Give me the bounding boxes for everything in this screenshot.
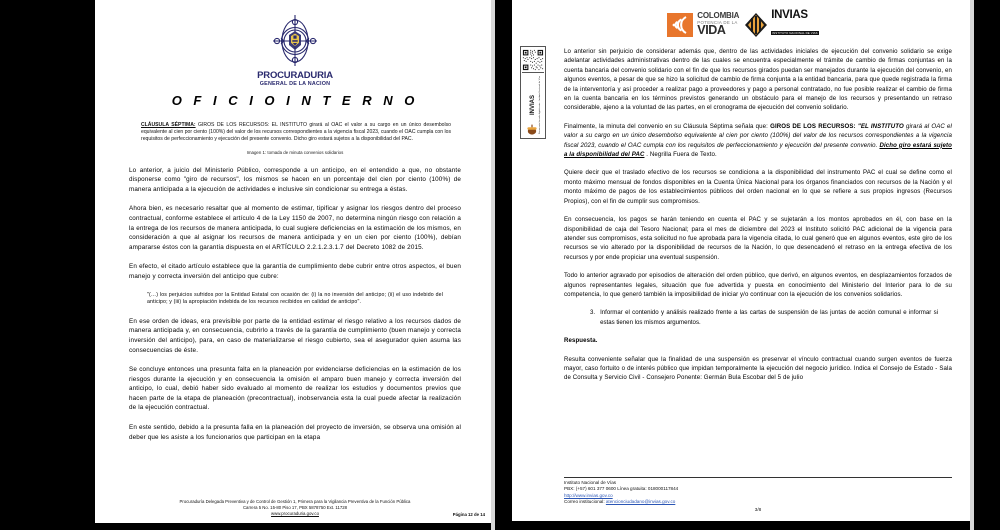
digital-signature-stamp bbox=[520, 46, 546, 139]
invias-logo bbox=[745, 10, 819, 39]
colombia-logo-line-1: COLOMBIA bbox=[697, 11, 740, 21]
paragraph: Todo lo anterior agravado por episodios de alteración del orden público, que derivó, en algunos eventos, en desplazamientos forzados de algunos representantes legales, situación que fue advertida y puesta en conocimiento del Ministerio del Interior para lo de su competencia, lo que generó también la imposibilidad de iniciar y/o continuar con la ejecución de los convenios solidarios. bbox=[564, 272, 952, 298]
page-gutter-left bbox=[491, 0, 495, 530]
clause-bold-head: GIROS DE LOS RECURSOS: bbox=[770, 122, 856, 130]
qr-code-icon bbox=[522, 48, 544, 72]
header-logos bbox=[534, 10, 952, 39]
clause-quote-image bbox=[141, 122, 451, 144]
footer-url-link[interactable]: http://www.invias.gov.co bbox=[564, 492, 613, 498]
stamp-vertical-strip bbox=[522, 72, 544, 137]
paragraph: Resulta conveniente señalar que la finalidad de una suspensión es preservar el vínculo contractual cuando surgen eventos de fuerza mayor, caso fortuito o de interés público que impidan temporalmente la ejecución del negocio jurídico. Indica el Consejo de Estado - Sala de Consulta y Servicio Civil - Consejero Ponente: Germán Bula Escobar del 5 de julio bbox=[564, 355, 952, 382]
invias-diamond-icon bbox=[745, 13, 767, 37]
image-caption: Imagen 1: tomada de minuta convenios solidarios bbox=[246, 149, 344, 155]
paragraph: Quiere decir que el traslado efectivo de los recursos se condiciona a la disponibilidad del instrumento PAC el cual se define como el monto máximo mensual de fondos disponibles en la Cuenta Única Nacional para los órganos financiados con recursos de la Nación y el monto máximo de pagos de los establecimientos públicos del orden nacional en lo que se refiere a sus propios ingresos (Recursos Propios), con el fin de cumplir sus compromisos. bbox=[564, 169, 952, 205]
invias-mark-icon bbox=[745, 13, 767, 37]
footer-email-label: Correo institucional: bbox=[564, 499, 606, 505]
colombia-logo-line-3: VIDA bbox=[697, 23, 726, 38]
clause-italic-rest: girará al OAC el valor a su cargo en un único desembolso equivalente al cien por ciento (100%) del valor de los recursos correspondientes a la vigencia fiscal 2023, cuando el OAC cumpla con los requisitos de perfeccionamiento y ejecución del presente convenio. bbox=[564, 122, 952, 149]
paragraph: Lo anterior sin perjuicio de considerar además que, dentro de las actividades iniciales de ejecución del convenio solidario se exige adelantar actividades administrativas dentro de las cuales se encuentra especialmente el trámite de cambio de firmas conjuntas en la cuenta bancaria del convenio solidario con el fin de que los recursos girados puedan ser manejados durante la ejecución del convenio, en algunos eventos, a pesar de que se hizo la solicitud de cambio de firma conjunta a la entidad bancaria, para que quede registrada la firma de la interventoría y así proceder a realizar pago a proveedores y pago a personal contratado, no fue posible realizar el cambio de firma en la cuenta bancaria en los términos previstos generando un obstáculo para el manejo de los recursos y presentando un retraso considerable, ajeno a la voluntad de las partes, en el cronograma de ejecución del convenio solidario. bbox=[564, 48, 952, 112]
procuraduria-emblem-icon bbox=[271, 14, 319, 70]
paragraph: Lo anterior, a juicio del Ministerio Público, corresponde a un anticipo, en el entendido a que, no obstante disponerse como "giro de recursos", los mismos se hacen en un porcentaje del cien por ciento (100%) de manera anticipada a la ejecución de actividades e inclusive sin condicionar su entrega a éstas. bbox=[129, 166, 461, 193]
footer-website-link[interactable]: www.procuraduria.gov.co bbox=[271, 511, 319, 516]
paragraph: Se concluye entonces una presunta falta en la planeación por evidenciarse deficiencias en la estimación de los riesgos durante la ejecución y en consecuencia la omisión el amparo buen manejo y correcta inversión del anticipo, lo cual, debió haber sido evaluado al momento de realizar los estudios y documentos previos que hacen parte de la etapa de planeación (precontractual), inobservancia esta la cual puede afectar la realización de la ejecución contractual. bbox=[129, 366, 461, 412]
clause-heading: CLÁUSULA SÉPTIMA: bbox=[141, 122, 196, 128]
invias-logo-name: INVIAS bbox=[771, 9, 808, 21]
paragraph: En consecuencia, los pagos se harán teniendo en cuenta el PAC y se sujetarán a los montos aprobados en él, con base en la disponibilidad de caja del Tesoro Nacional; para el mes de diciembre del 2023 el Instituto solicitó PAC adicional de la vigencia para atender sus compromisos, esta solicitud no fue aprobada para la vigencia citada, lo cual generó que en algunos eventos, este giro de los recursos se vio alterado por la disponibilidad de recursos de la Nación, lo que desencadenó el retraso en la entrega efectiva de los recursos y por ende propiciar una eventual suspensión. bbox=[564, 216, 952, 261]
page-title: O F I C I O I N T E R N O bbox=[171, 93, 419, 108]
footer-org: Instituto Nacional de Vías bbox=[564, 479, 617, 485]
footer-email-link[interactable]: atencionciudadano@invias.gov.co bbox=[605, 499, 676, 505]
wave-arcs-icon bbox=[670, 15, 692, 35]
right-body bbox=[564, 47, 952, 383]
stamp-label: INVIAS bbox=[530, 94, 536, 116]
clause-paragraph bbox=[564, 122, 952, 160]
colombia-potencia-de-la-vida-logo bbox=[667, 12, 739, 37]
clause-tail: . Negrilla Fuera de Texto. bbox=[644, 151, 717, 159]
left-page-footer bbox=[95, 499, 495, 517]
page-number: Página 12 de 14 bbox=[452, 512, 485, 517]
list-item-number: 3. bbox=[590, 309, 596, 317]
page-number: 3/8 bbox=[754, 506, 762, 512]
colombia-logo-line-2: POTENCIA DE LA bbox=[697, 20, 738, 26]
left-body bbox=[129, 166, 461, 443]
colombia-mark-icon bbox=[667, 13, 693, 37]
page-gutter-right bbox=[970, 0, 974, 530]
stamp-micro-text: Documento firmado digitalmente - Instituto Nacional de Vías bbox=[539, 75, 542, 135]
clause-italic-bold: "EL INSTITUTO bbox=[855, 122, 904, 130]
paragraph: Ahora bien, es necesario resaltar que al momento de estimar, tipificar y asignar los riesgos dentro del proceso contractual, conforme establece el artículo 4 de la Ley 1150 de 2007, no determina ningún riesgo con relación a la entrega de los recursos de manera anticipada, lo cual sugiere deficiencias en la estimación de los mismos, en consideración a que al asignar los recursos de manera anticipada y en un cien por ciento (100%), debían ampararse éstos con la garantía dispuesta en el ARTÍCULO 2.2.1.2.3.1.7 del Decreto 1082 de 2015. bbox=[129, 205, 461, 251]
response-heading: Respuesta. bbox=[564, 337, 598, 345]
list-item bbox=[590, 308, 938, 327]
seal-line-2: GENERAL DE LA NACION bbox=[259, 81, 331, 87]
procuraduria-seal bbox=[129, 14, 461, 87]
footer-phone: PBX: (+57) 601 377 0600 Línea gratuita: 018000117844 bbox=[564, 486, 679, 492]
clause-text: GIROS DE LOS RECURSOS: EL INSTITUTO girará al OAC el valor a su cargo en un único desembolso equivalente al cien por ciento (100%) del valor de los recursos correspondientes a la vigencia fiscal 2023, cuando el OAC cumpla con los requisitos de perfeccionamiento y ejecución del presente convenio. Dicho giro estará sujetos a la disponibilidad del PAC. bbox=[141, 122, 452, 143]
paragraph: En este sentido, debido a la presunta falla en la planeación del proyecto de inversión, se observa una omisión al deber que les asiste a los funcionarios que participan en la etapa bbox=[129, 424, 461, 441]
seal-line-1: PROCURADURIA bbox=[257, 70, 333, 81]
footer-office-line: Procuraduría Delegada Preventiva y de Control de Gestión 1, Primera para la Vigilancia Preventiva de la Función Pública bbox=[179, 499, 411, 504]
paragraph: En ese orden de ideas, era previsible por parte de la entidad estimar el riesgo relativo a los recursos dados de manera anticipada y, en consecuencia, cubrirlo a través de la garantía de cumplimiento (buen manejo y correcta inversión del anticipo), para, en caso de materializarse el riesgo cubierto, sea el asegurador quien asuma las consecuencias de éste. bbox=[129, 317, 461, 354]
invias-logo-subtitle: INSTITUTO NACIONAL DE VIAS bbox=[772, 31, 818, 35]
list-item-text: Informar el contenido y análisis realizado frente a las cartas de suspensión de las juntas de acción comunal e informar si estas tienen los mismos argumentos. bbox=[600, 309, 938, 326]
document-page-left[interactable] bbox=[95, 0, 495, 523]
acorn-icon bbox=[526, 124, 538, 135]
clause-lead: Finalmente, la minuta del convenio en su Cláusula Séptima señala que: bbox=[564, 122, 771, 130]
clause-underlined: Dicho giro estará sujeto a la disponibilidad del PAC bbox=[564, 141, 952, 159]
block-quote: "(…) los perjuicios sufridos por la Entidad Estatal con ocasión de: (i) la no inversión del anticipo; (ii) el uso indebido del anticipo; y (iii) la apropiación indebida de los recursos recibidos en calidad de anticipo". bbox=[147, 291, 443, 306]
footer-address-line: Carrera 5 No. 15-80 Piso 17, PBX 5878750 Ext. 11728 bbox=[242, 505, 348, 510]
document-page-right[interactable] bbox=[512, 0, 974, 521]
paragraph: En efecto, el citado artículo establece que la garantía de cumplimiento debe cubrir entre otros aspectos, el buen manejo y correcta inversión del anticipo que cubre: bbox=[129, 263, 461, 280]
right-page-footer bbox=[564, 477, 952, 513]
